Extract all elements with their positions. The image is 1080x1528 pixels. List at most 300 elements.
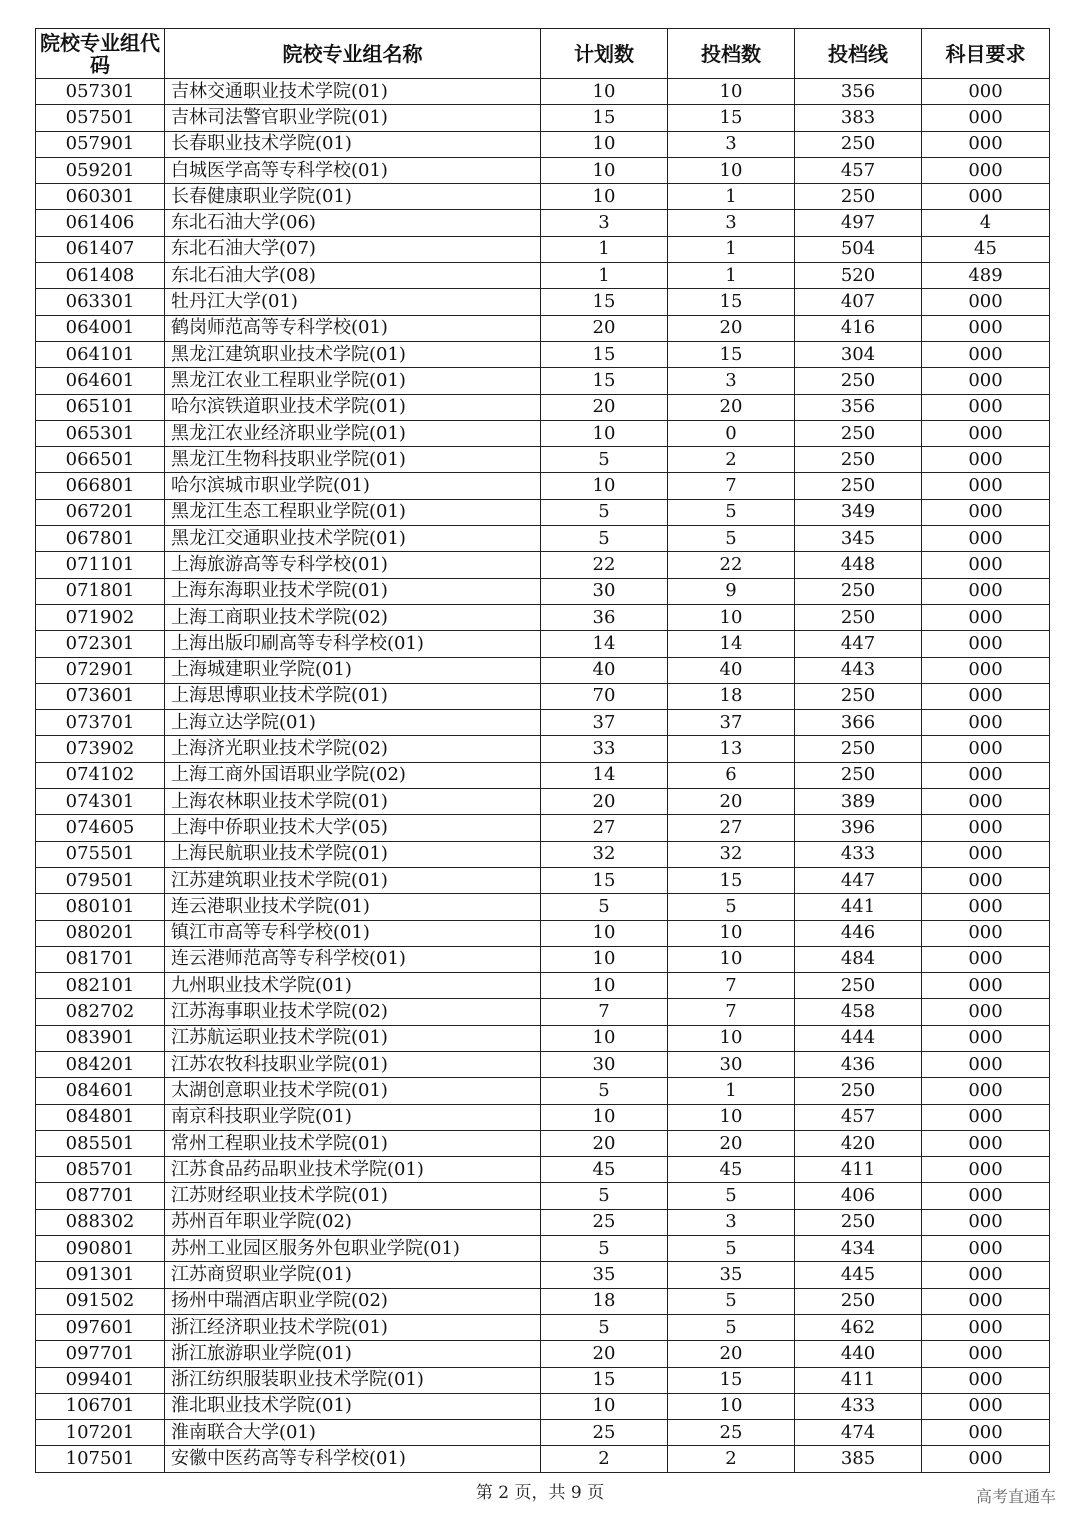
cell-group-code: 064101 [36, 341, 165, 367]
cell-group-code: 064601 [36, 368, 165, 394]
cell-cutoff-score: 474 [795, 1420, 922, 1446]
cell-plan-count: 5 [541, 1183, 668, 1209]
cell-cutoff-score: 457 [795, 157, 922, 183]
cell-group-code: 065101 [36, 394, 165, 420]
cell-group-name: 上海出版印刷高等专科学校(01) [165, 631, 541, 657]
cell-subject-req: 000 [922, 867, 1050, 893]
cell-cutoff-score: 250 [795, 762, 922, 788]
cell-cutoff-score: 250 [795, 368, 922, 394]
cell-subject-req: 000 [922, 1236, 1050, 1262]
table-row [36, 341, 1050, 367]
table-row [36, 1209, 1050, 1235]
table-row [36, 683, 1050, 709]
cell-plan-count: 30 [541, 578, 668, 604]
cell-plan-count: 32 [541, 841, 668, 867]
cell-cutoff-score: 250 [795, 683, 922, 709]
table-row [36, 1420, 1050, 1446]
cell-group-code: 080201 [36, 920, 165, 946]
table-row [36, 1288, 1050, 1314]
table-row [36, 710, 1050, 736]
cell-filed-count: 30 [668, 1051, 795, 1077]
cell-plan-count: 20 [541, 1130, 668, 1156]
cell-group-name: 江苏农牧科技职业学院(01) [165, 1051, 541, 1077]
cell-subject-req: 000 [922, 526, 1050, 552]
watermark-text: 高考直通车 [975, 1487, 1056, 1506]
table-row [36, 394, 1050, 420]
cell-plan-count: 25 [541, 1420, 668, 1446]
page-number: 第 2 页，共 9 页 [475, 1483, 605, 1503]
cell-plan-count: 10 [541, 946, 668, 972]
cell-cutoff-score: 250 [795, 1288, 922, 1314]
cell-plan-count: 15 [541, 289, 668, 315]
cell-cutoff-score: 484 [795, 946, 922, 972]
cell-subject-req: 000 [922, 1288, 1050, 1314]
cell-cutoff-score: 447 [795, 631, 922, 657]
cell-group-code: 107501 [36, 1446, 165, 1472]
table-row [36, 894, 1050, 920]
cell-group-code: 057301 [36, 79, 165, 105]
cell-group-code: 073902 [36, 736, 165, 762]
cell-cutoff-score: 250 [795, 473, 922, 499]
table-row [36, 184, 1050, 210]
cell-subject-req: 000 [922, 973, 1050, 999]
cell-filed-count: 7 [668, 473, 795, 499]
cell-subject-req: 45 [922, 236, 1050, 262]
cell-subject-req: 000 [922, 131, 1050, 157]
cell-filed-count: 6 [668, 762, 795, 788]
cell-group-code: 057901 [36, 131, 165, 157]
cell-cutoff-score: 434 [795, 1236, 922, 1262]
table-row [36, 1236, 1050, 1262]
cell-group-code: 066501 [36, 447, 165, 473]
cell-group-name: 常州工程职业技术学院(01) [165, 1130, 541, 1156]
table-row [36, 236, 1050, 262]
cell-group-name: 上海城建职业学院(01) [165, 657, 541, 683]
cell-group-code: 085701 [36, 1157, 165, 1183]
cell-cutoff-score: 444 [795, 1025, 922, 1051]
cell-plan-count: 5 [541, 447, 668, 473]
cell-group-name: 苏州百年职业学院(02) [165, 1209, 541, 1235]
cell-group-name: 牡丹江大学(01) [165, 289, 541, 315]
cell-group-name: 上海济光职业技术学院(02) [165, 736, 541, 762]
cell-filed-count: 20 [668, 315, 795, 341]
cell-group-code: 075501 [36, 841, 165, 867]
cell-group-code: 073601 [36, 683, 165, 709]
cell-filed-count: 37 [668, 710, 795, 736]
cell-group-name: 黑龙江生物科技职业学院(01) [165, 447, 541, 473]
cell-filed-count: 1 [668, 184, 795, 210]
cell-subject-req: 4 [922, 210, 1050, 236]
cell-filed-count: 10 [668, 946, 795, 972]
cell-subject-req: 000 [922, 920, 1050, 946]
table-row [36, 1051, 1050, 1077]
cell-cutoff-score: 441 [795, 894, 922, 920]
cell-cutoff-score: 383 [795, 105, 922, 131]
cell-group-name: 东北石油大学(06) [165, 210, 541, 236]
cell-filed-count: 15 [668, 341, 795, 367]
cell-group-code: 060301 [36, 184, 165, 210]
cell-group-name: 上海农林职业技术学院(01) [165, 789, 541, 815]
cell-plan-count: 1 [541, 236, 668, 262]
cell-plan-count: 10 [541, 1393, 668, 1419]
cell-group-code: 085501 [36, 1130, 165, 1156]
table-row [36, 578, 1050, 604]
cell-subject-req: 000 [922, 946, 1050, 972]
table-row [36, 420, 1050, 446]
cell-cutoff-score: 250 [795, 604, 922, 630]
cell-group-name: 哈尔滨铁道职业技术学院(01) [165, 394, 541, 420]
cell-cutoff-score: 250 [795, 973, 922, 999]
cell-cutoff-score: 250 [795, 420, 922, 446]
cell-filed-count: 5 [668, 1314, 795, 1340]
header-filed-count: 投档数 [668, 29, 795, 79]
header-cutoff-score: 投档线 [795, 29, 922, 79]
cell-plan-count: 10 [541, 420, 668, 446]
cell-subject-req: 000 [922, 368, 1050, 394]
cell-group-name: 连云港职业技术学院(01) [165, 894, 541, 920]
header-plan-count: 计划数 [541, 29, 668, 79]
cell-cutoff-score: 443 [795, 657, 922, 683]
table-row [36, 105, 1050, 131]
cell-group-code: 061406 [36, 210, 165, 236]
table-row [36, 1446, 1050, 1472]
cell-filed-count: 5 [668, 499, 795, 525]
cell-plan-count: 5 [541, 1236, 668, 1262]
cell-plan-count: 10 [541, 1104, 668, 1130]
table-row [36, 973, 1050, 999]
cell-plan-count: 5 [541, 526, 668, 552]
cell-group-name: 上海思博职业技术学院(01) [165, 683, 541, 709]
cell-subject-req: 000 [922, 289, 1050, 315]
cell-group-name: 镇江市高等专科学校(01) [165, 920, 541, 946]
cell-filed-count: 5 [668, 526, 795, 552]
cell-cutoff-score: 445 [795, 1262, 922, 1288]
cell-plan-count: 25 [541, 1209, 668, 1235]
cell-plan-count: 10 [541, 157, 668, 183]
cell-plan-count: 27 [541, 815, 668, 841]
cell-group-code: 083901 [36, 1025, 165, 1051]
cell-group-name: 上海东海职业技术学院(01) [165, 578, 541, 604]
cell-group-code: 073701 [36, 710, 165, 736]
cell-cutoff-score: 366 [795, 710, 922, 736]
cell-filed-count: 3 [668, 131, 795, 157]
cell-group-name: 江苏航运职业技术学院(01) [165, 1025, 541, 1051]
cell-group-name: 上海民航职业技术学院(01) [165, 841, 541, 867]
cell-subject-req: 000 [922, 683, 1050, 709]
cell-group-name: 扬州中瑞酒店职业学院(02) [165, 1288, 541, 1314]
cell-group-name: 吉林交通职业技术学院(01) [165, 79, 541, 105]
table-row [36, 1183, 1050, 1209]
cell-group-code: 063301 [36, 289, 165, 315]
cell-cutoff-score: 389 [795, 789, 922, 815]
cell-subject-req: 000 [922, 1393, 1050, 1419]
cell-subject-req: 000 [922, 1209, 1050, 1235]
cell-subject-req: 000 [922, 1341, 1050, 1367]
cell-filed-count: 35 [668, 1262, 795, 1288]
cell-plan-count: 15 [541, 867, 668, 893]
cell-group-name: 太湖创意职业技术学院(01) [165, 1078, 541, 1104]
cell-group-code: 107201 [36, 1420, 165, 1446]
cell-cutoff-score: 349 [795, 499, 922, 525]
cell-filed-count: 25 [668, 1420, 795, 1446]
cell-subject-req: 000 [922, 394, 1050, 420]
cell-group-name: 浙江旅游职业学院(01) [165, 1341, 541, 1367]
table-row [36, 499, 1050, 525]
cell-group-code: 074102 [36, 762, 165, 788]
cell-plan-count: 22 [541, 552, 668, 578]
table-row [36, 657, 1050, 683]
cell-filed-count: 10 [668, 1393, 795, 1419]
cell-plan-count: 15 [541, 105, 668, 131]
cell-group-code: 061407 [36, 236, 165, 262]
cell-cutoff-score: 440 [795, 1341, 922, 1367]
cell-group-code: 090801 [36, 1236, 165, 1262]
cell-filed-count: 15 [668, 289, 795, 315]
cell-group-name: 淮南联合大学(01) [165, 1420, 541, 1446]
cell-group-name: 吉林司法警官职业学院(01) [165, 105, 541, 131]
table-row [36, 1393, 1050, 1419]
cell-group-name: 黑龙江交通职业技术学院(01) [165, 526, 541, 552]
cell-group-code: 067201 [36, 499, 165, 525]
cell-group-code: 084601 [36, 1078, 165, 1104]
cell-group-name: 黑龙江生态工程职业学院(01) [165, 499, 541, 525]
cell-plan-count: 5 [541, 499, 668, 525]
cell-filed-count: 15 [668, 105, 795, 131]
cell-plan-count: 30 [541, 1051, 668, 1077]
cell-subject-req: 000 [922, 79, 1050, 105]
cell-filed-count: 22 [668, 552, 795, 578]
cell-plan-count: 33 [541, 736, 668, 762]
cell-filed-count: 13 [668, 736, 795, 762]
cell-group-code: 084201 [36, 1051, 165, 1077]
cell-group-code: 091301 [36, 1262, 165, 1288]
cell-group-code: 079501 [36, 867, 165, 893]
cell-cutoff-score: 446 [795, 920, 922, 946]
cell-filed-count: 0 [668, 420, 795, 446]
cell-group-code: 074605 [36, 815, 165, 841]
cell-group-code: 088302 [36, 1209, 165, 1235]
cell-cutoff-score: 407 [795, 289, 922, 315]
cell-group-code: 071902 [36, 604, 165, 630]
cell-group-name: 江苏商贸职业学院(01) [165, 1262, 541, 1288]
cell-filed-count: 1 [668, 263, 795, 289]
cell-group-name: 江苏建筑职业技术学院(01) [165, 867, 541, 893]
cell-subject-req: 000 [922, 657, 1050, 683]
cell-subject-req: 000 [922, 631, 1050, 657]
header-group-name: 院校专业组名称 [165, 29, 541, 79]
cell-filed-count: 18 [668, 683, 795, 709]
cell-filed-count: 20 [668, 1130, 795, 1156]
cell-group-code: 106701 [36, 1393, 165, 1419]
cell-group-code: 099401 [36, 1367, 165, 1393]
cell-plan-count: 35 [541, 1262, 668, 1288]
cell-cutoff-score: 436 [795, 1051, 922, 1077]
cell-filed-count: 2 [668, 447, 795, 473]
cell-subject-req: 000 [922, 157, 1050, 183]
cell-subject-req: 000 [922, 420, 1050, 446]
cell-plan-count: 10 [541, 973, 668, 999]
cell-cutoff-score: 356 [795, 79, 922, 105]
table-row [36, 841, 1050, 867]
cell-group-code: 097701 [36, 1341, 165, 1367]
cell-filed-count: 20 [668, 1341, 795, 1367]
table-row [36, 631, 1050, 657]
cell-group-name: 南京科技职业学院(01) [165, 1104, 541, 1130]
cell-plan-count: 15 [541, 368, 668, 394]
cell-filed-count: 3 [668, 210, 795, 236]
table-row [36, 604, 1050, 630]
cell-plan-count: 10 [541, 131, 668, 157]
cell-group-name: 上海工商职业技术学院(02) [165, 604, 541, 630]
table-row [36, 289, 1050, 315]
cell-cutoff-score: 433 [795, 841, 922, 867]
cell-cutoff-score: 416 [795, 315, 922, 341]
cell-filed-count: 1 [668, 1078, 795, 1104]
cell-subject-req: 000 [922, 1314, 1050, 1340]
cell-group-code: 082101 [36, 973, 165, 999]
cell-group-name: 白城医学高等专科学校(01) [165, 157, 541, 183]
cell-group-name: 哈尔滨城市职业学院(01) [165, 473, 541, 499]
cell-group-name: 九州职业技术学院(01) [165, 973, 541, 999]
cell-group-code: 064001 [36, 315, 165, 341]
cell-subject-req: 000 [922, 499, 1050, 525]
cell-filed-count: 10 [668, 920, 795, 946]
cell-group-name: 上海旅游高等专科学校(01) [165, 552, 541, 578]
cell-group-name: 安徽中医药高等专科学校(01) [165, 1446, 541, 1472]
cell-plan-count: 5 [541, 1078, 668, 1104]
cell-group-name: 黑龙江农业经济职业学院(01) [165, 420, 541, 446]
table-row [36, 920, 1050, 946]
cell-group-name: 黑龙江建筑职业技术学院(01) [165, 341, 541, 367]
cell-group-name: 江苏食品药品职业技术学院(01) [165, 1157, 541, 1183]
cell-group-name: 江苏海事职业技术学院(02) [165, 999, 541, 1025]
cell-group-name: 浙江经济职业技术学院(01) [165, 1314, 541, 1340]
cell-group-name: 东北石油大学(08) [165, 263, 541, 289]
table-row [36, 210, 1050, 236]
cell-group-code: 080101 [36, 894, 165, 920]
table-row [36, 1367, 1050, 1393]
cell-subject-req: 000 [922, 1051, 1050, 1077]
cell-plan-count: 2 [541, 1446, 668, 1472]
table-row [36, 736, 1050, 762]
cell-subject-req: 000 [922, 1130, 1050, 1156]
cell-group-name: 江苏财经职业技术学院(01) [165, 1183, 541, 1209]
cell-plan-count: 36 [541, 604, 668, 630]
cell-cutoff-score: 250 [795, 447, 922, 473]
cell-subject-req: 000 [922, 1446, 1050, 1472]
cell-subject-req: 000 [922, 315, 1050, 341]
cell-group-name: 上海立达学院(01) [165, 710, 541, 736]
cell-subject-req: 000 [922, 105, 1050, 131]
cell-cutoff-score: 447 [795, 867, 922, 893]
table-row [36, 1104, 1050, 1130]
cell-plan-count: 14 [541, 631, 668, 657]
cell-group-code: 066801 [36, 473, 165, 499]
cell-subject-req: 000 [922, 1078, 1050, 1104]
table-row [36, 789, 1050, 815]
cell-group-code: 097601 [36, 1314, 165, 1340]
cell-cutoff-score: 345 [795, 526, 922, 552]
cell-plan-count: 10 [541, 184, 668, 210]
cell-filed-count: 10 [668, 1104, 795, 1130]
cell-subject-req: 000 [922, 1183, 1050, 1209]
cell-subject-req: 000 [922, 1262, 1050, 1288]
cell-group-code: 057501 [36, 105, 165, 131]
table-row [36, 1130, 1050, 1156]
cell-group-name: 长春职业技术学院(01) [165, 131, 541, 157]
cell-plan-count: 20 [541, 789, 668, 815]
cell-cutoff-score: 497 [795, 210, 922, 236]
table-row [36, 999, 1050, 1025]
cell-filed-count: 9 [668, 578, 795, 604]
cell-subject-req: 000 [922, 1157, 1050, 1183]
cell-filed-count: 40 [668, 657, 795, 683]
cell-filed-count: 1 [668, 236, 795, 262]
cell-plan-count: 14 [541, 762, 668, 788]
cell-group-name: 浙江纺织服装职业技术学院(01) [165, 1367, 541, 1393]
cell-subject-req: 000 [922, 894, 1050, 920]
cell-cutoff-score: 433 [795, 1393, 922, 1419]
cell-cutoff-score: 411 [795, 1367, 922, 1393]
cell-plan-count: 15 [541, 1367, 668, 1393]
cell-subject-req: 000 [922, 447, 1050, 473]
cell-plan-count: 40 [541, 657, 668, 683]
cell-group-name: 鹤岗师范高等专科学校(01) [165, 315, 541, 341]
table-row [36, 867, 1050, 893]
cell-group-code: 061408 [36, 263, 165, 289]
cell-group-code: 074301 [36, 789, 165, 815]
cell-cutoff-score: 504 [795, 236, 922, 262]
cell-group-name: 淮北职业技术学院(01) [165, 1393, 541, 1419]
table-row [36, 1157, 1050, 1183]
cell-subject-req: 000 [922, 1104, 1050, 1130]
table-row [36, 131, 1050, 157]
cell-plan-count: 18 [541, 1288, 668, 1314]
cell-cutoff-score: 385 [795, 1446, 922, 1472]
cell-subject-req: 000 [922, 815, 1050, 841]
cell-plan-count: 1 [541, 263, 668, 289]
table-row [36, 447, 1050, 473]
cell-filed-count: 45 [668, 1157, 795, 1183]
header-group-code: 院校专业组代码 [36, 29, 165, 79]
cell-filed-count: 5 [668, 1236, 795, 1262]
cell-group-name: 东北石油大学(07) [165, 236, 541, 262]
cell-cutoff-score: 250 [795, 578, 922, 604]
cell-subject-req: 000 [922, 789, 1050, 815]
cell-plan-count: 7 [541, 999, 668, 1025]
cell-subject-req: 000 [922, 841, 1050, 867]
cell-filed-count: 2 [668, 1446, 795, 1472]
table-row [36, 1262, 1050, 1288]
cell-group-name: 苏州工业园区服务外包职业学院(01) [165, 1236, 541, 1262]
cell-group-name: 上海工商外国语职业学院(02) [165, 762, 541, 788]
cell-subject-req: 000 [922, 341, 1050, 367]
table-row [36, 526, 1050, 552]
cell-subject-req: 000 [922, 552, 1050, 578]
cell-subject-req: 000 [922, 710, 1050, 736]
cell-plan-count: 3 [541, 210, 668, 236]
cell-filed-count: 3 [668, 1209, 795, 1235]
cell-group-code: 081701 [36, 946, 165, 972]
cell-filed-count: 27 [668, 815, 795, 841]
cell-plan-count: 45 [541, 1157, 668, 1183]
cell-group-code: 084801 [36, 1104, 165, 1130]
cell-cutoff-score: 396 [795, 815, 922, 841]
cell-cutoff-score: 356 [795, 394, 922, 420]
cell-plan-count: 10 [541, 79, 668, 105]
table-row [36, 1314, 1050, 1340]
table-row [36, 1341, 1050, 1367]
